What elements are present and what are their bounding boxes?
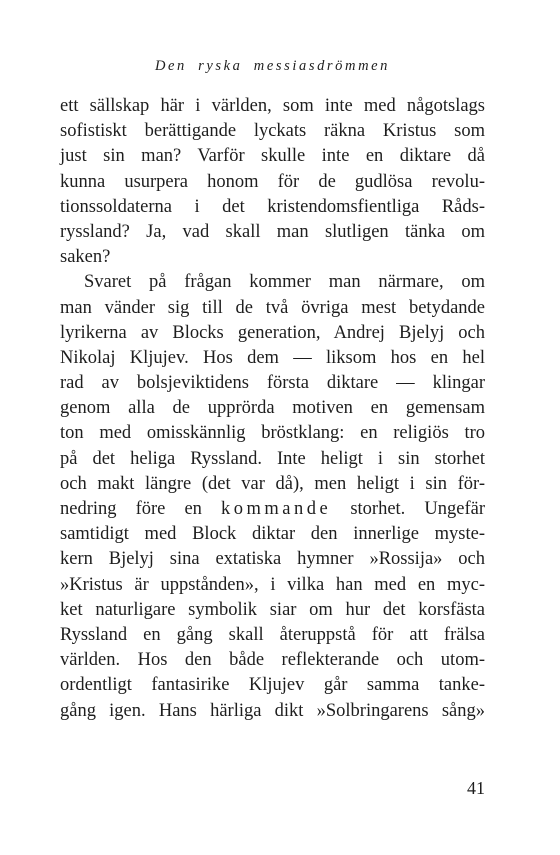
text-line: Nikolaj Kljujev. Hos dem — liksom hos en hel — [60, 347, 485, 368]
text-line: ryssland? Ja, vad skall man slutligen tänka om — [60, 221, 485, 242]
emphasized-word: kommande — [221, 499, 332, 519]
text-line: saken? — [60, 247, 111, 268]
text-line: kern Bjelyj sina extatiska hymner »Rossija» och — [60, 549, 485, 570]
text-line: just sin man? Varför skulle inte en diktare då — [60, 146, 485, 167]
text-line — [60, 497, 485, 522]
page-number: 41 — [467, 778, 485, 798]
text-line: på det heliga Ryssland. Inte heligt i sin storhet — [60, 448, 485, 469]
text-segment: storhet. Ungefär — [350, 499, 485, 519]
text-line: Svaret på frågan kommer man närmare, om — [84, 272, 485, 293]
text-line: världen. Hos den både reflekterande och utom- — [60, 650, 485, 671]
text-line: tionssoldaterna i det kristendomsfientliga Råds- — [60, 196, 485, 217]
text-line: ton med omisskännlig bröstklang: en religiös tro — [60, 423, 485, 444]
running-head: Den ryska messiasdrömmen — [154, 58, 391, 74]
text-line: kunna usurpera honom för de gudlösa revolu- — [60, 171, 485, 192]
text-line: och makt längre (det var då), men heligt i sin för- — [60, 473, 485, 494]
text-line: rad av bolsjeviktidens första diktare — klingar — [60, 373, 485, 394]
text-line: lyrikerna av Blocks generation, Andrej Bjelyj och — [60, 322, 485, 343]
body-text — [60, 94, 485, 724]
text-line: samtidigt med Block diktar den innerlige myste- — [60, 524, 485, 545]
text-segment: nedring före en — [60, 499, 202, 519]
text-line: gång igen. Hans härliga dikt »Solbringarens sång» — [60, 700, 485, 721]
text-line: ket naturligare symbolik siar om hur det korsfästa — [60, 599, 485, 620]
text-line: ordentligt fantasirike Kljujev går samma tanke- — [60, 675, 485, 696]
text-line: man vänder sig till de två övriga mest betydande — [60, 297, 485, 318]
text-line: Ryssland en gång skall återuppstå för att frälsa — [60, 624, 485, 645]
text-line: sofistiskt berättigande lyckats räkna Kristus som — [60, 121, 485, 142]
text-line: genom alla de upprörda motiven en gemensam — [60, 398, 485, 419]
text-line: ett sällskap här i världen, som inte med någotslags — [60, 96, 485, 116]
text-line: »Kristus är uppstånden», i vilka han med en myc- — [60, 574, 485, 595]
